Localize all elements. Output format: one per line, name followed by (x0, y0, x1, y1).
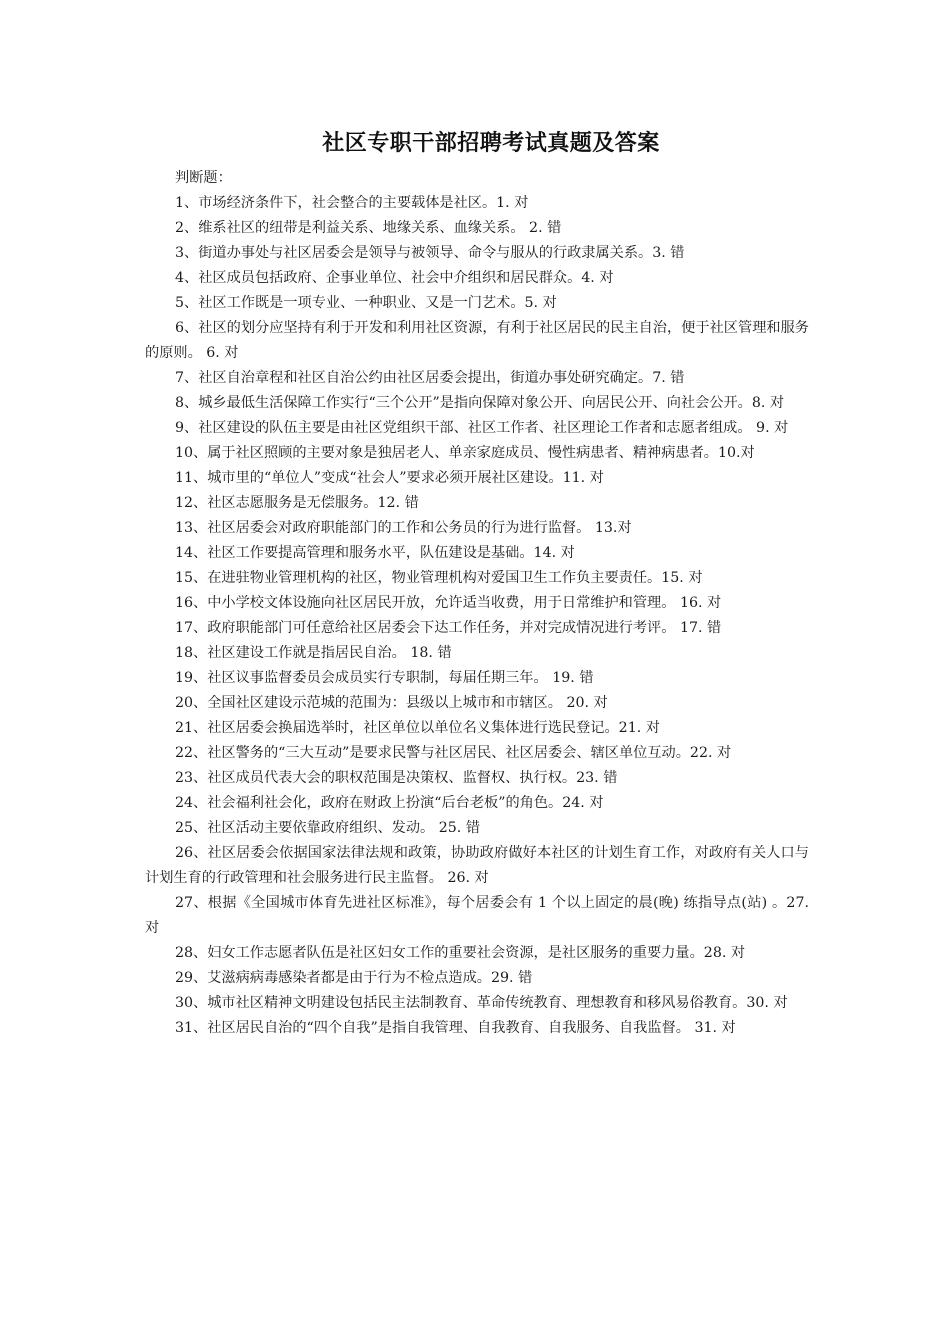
question-item: 3、街道办事处与社区居委会是领导与被领导、命令与服从的行政隶属关系。3. 错 (175, 245, 685, 261)
question-item: 28、妇女工作志愿者队伍是社区妇女工作的重要社会资源，是社区服务的重要力量。28. 对 (175, 945, 746, 961)
question-item: 7、社区自治章程和社区自治公约由社区居委会提出，街道办事处研究确定。7. 错 (175, 370, 685, 386)
question-item: 11、城市里的“单位人”变成“社会人”要求必须开展社区建设。11. 对 (175, 470, 604, 486)
question-item: 15、在进驻物业管理机构的社区，物业管理机构对爱国卫生工作负主要责任。15. 对 (175, 570, 703, 586)
document-title: 社区专职干部招聘考试真题及答案 (322, 130, 660, 156)
document-body (145, 166, 809, 1041)
question-item: 21、社区居委会换届选举时，社区单位以单位名义集体进行选民登记。21. 对 (175, 720, 660, 736)
question-item: 16、中小学校文体设施向社区居民开放，允许适当收费，用于日常维护和管理。 16. 对 (175, 595, 722, 611)
question-item: 23、社区成员代表大会的职权范围是决策权、监督权、执行权。23. 错 (175, 770, 618, 786)
question-item: 19、社区议事监督委员会成员实行专职制，每届任期三年。 19. 错 (175, 670, 594, 686)
question-item: 24、社会福利社会化，政府在财政上扮演“后台老板”的角色。24. 对 (175, 795, 604, 811)
question-item: 2、维系社区的纽带是利益关系、地缘关系、血缘关系。 2. 错 (175, 220, 562, 236)
question-item: 22、社区警务的“三大互动”是要求民警与社区居民、社区居委会、辖区单位互动。22. 对 (175, 745, 732, 761)
question-item: 6、社区的划分应坚持有利于开发和利用社区资源，有利于社区居民的民主自治，便于社区管理和服务的原则。 6. 对 (145, 320, 809, 361)
question-item: 25、社区活动主要依靠政府组织、发动。 25. 错 (175, 820, 481, 836)
question-item: 20、全国社区建设示范城的范围为：县级以上城市和市辖区。 20. 对 (175, 695, 608, 711)
question-item: 31、社区居民自治的“四个自我”是指自我管理、自我教育、自我服务、自我监督。 31. 对 (175, 1020, 736, 1036)
question-item: 4、社区成员包括政府、企事业单位、社会中介组织和居民群众。4. 对 (175, 270, 614, 286)
question-item: 18、社区建设工作就是指居民自治。 18. 错 (175, 645, 452, 661)
question-item: 12、社区志愿服务是无偿服务。12. 错 (175, 495, 419, 511)
question-item: 26、社区居委会依据国家法律法规和政策，协助政府做好本社区的计划生育工作，对政府有关人口与计划生育的行政管理和社会服务进行民主监督。 26. 对 (145, 845, 809, 886)
question-item: 10、属于社区照顾的主要对象是独居老人、单亲家庭成员、慢性病患者、精神病患者。10.对 (175, 445, 755, 461)
question-item: 5、社区工作既是一项专业、一种职业、又是一门艺术。5. 对 (175, 295, 557, 311)
question-item: 8、城乡最低生活保障工作实行“三个公开”是指向保障对象公开、向居民公开、向社会公开。8. 对 (175, 395, 785, 411)
question-item: 14、社区工作要提高管理和服务水平，队伍建设是基础。14. 对 (175, 545, 575, 561)
question-item: 27、根据《全国城市体育先进社区标准》，每个居委会有 1 个以上固定的晨(晚) 练指导点(站) 。27. 对 (145, 895, 809, 936)
section-heading: 判断题： (175, 170, 232, 186)
question-item: 9、社区建设的队伍主要是由社区党组织干部、社区工作者、社区理论工作者和志愿者组成。 9. 对 (175, 420, 789, 436)
question-item: 13、社区居委会对政府职能部门的工作和公务员的行为进行监督。 13.对 (175, 520, 632, 536)
question-item: 30、城市社区精神文明建设包括民主法制教育、革命传统教育、理想教育和移风易俗教育。30. 对 (175, 995, 788, 1011)
question-item: 1、市场经济条件下，社会整合的主要载体是社区。1. 对 (175, 195, 529, 211)
question-item: 17、政府职能部门可任意给社区居委会下达工作任务，并对完成情况进行考评。 17. 错 (175, 620, 722, 636)
question-item: 29、艾滋病病毒感染者都是由于行为不检点造成。29. 错 (175, 970, 533, 986)
